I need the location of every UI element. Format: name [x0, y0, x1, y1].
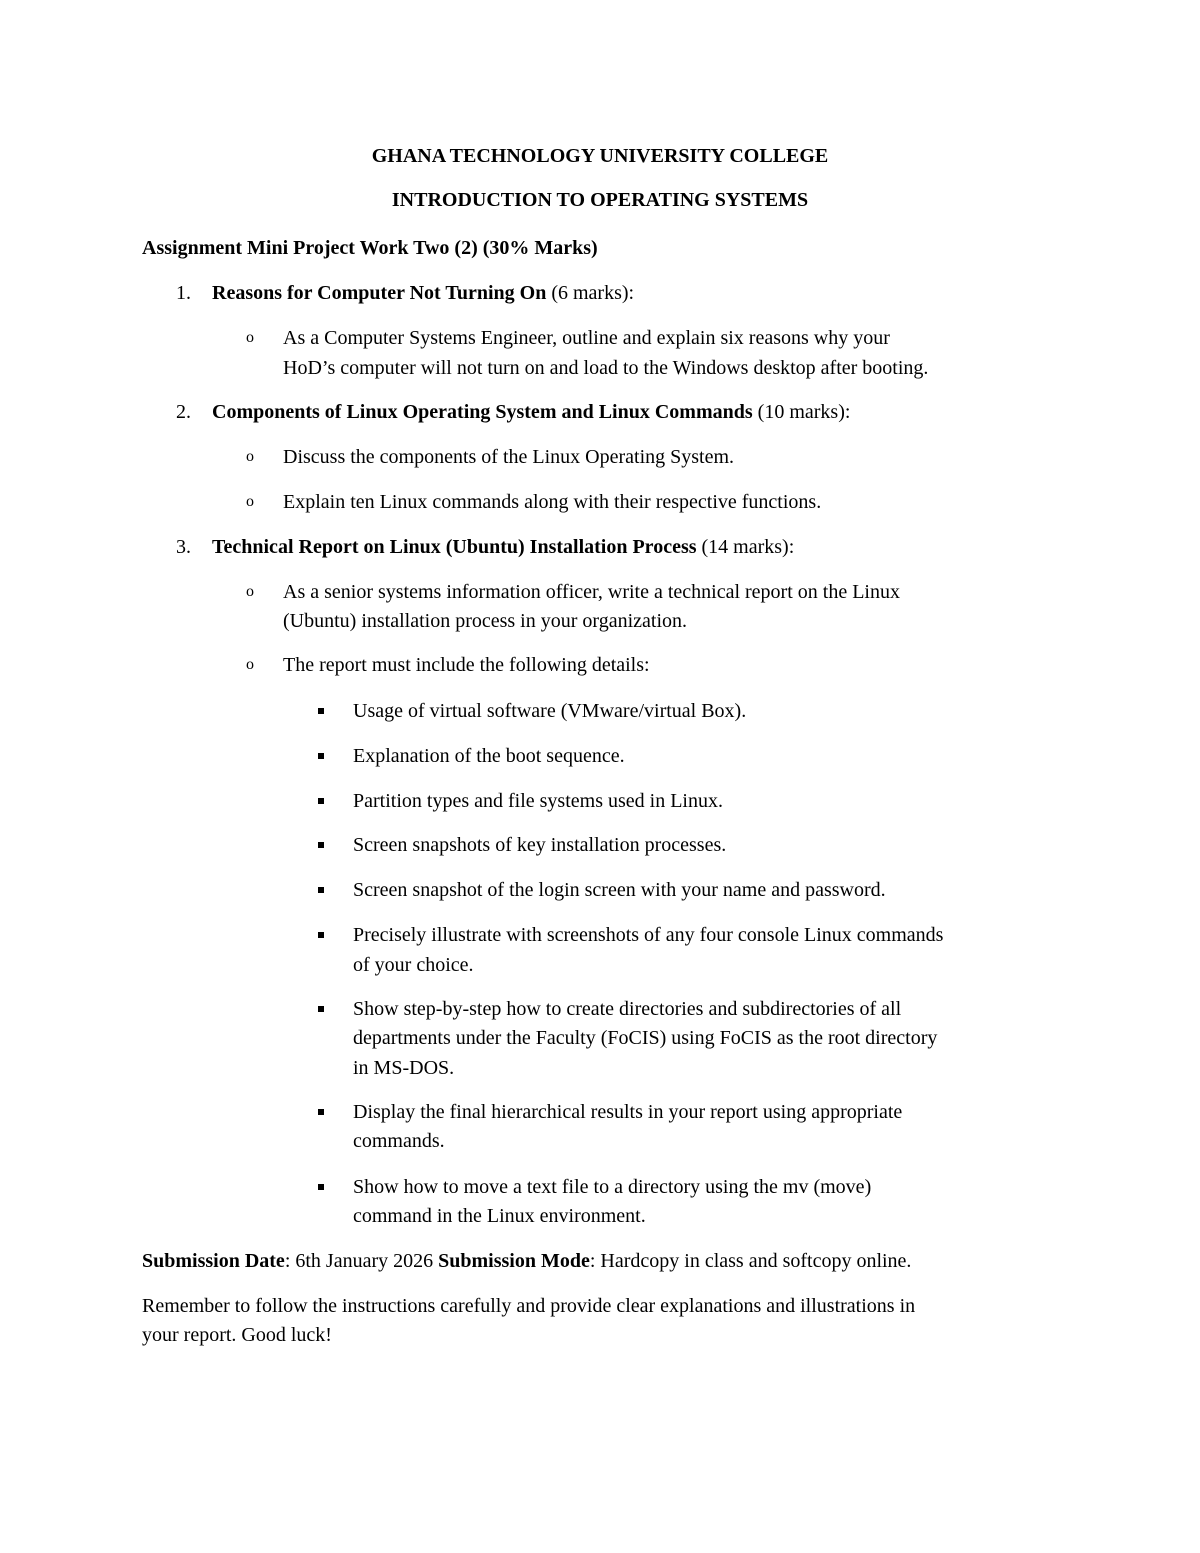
section-number: 2.	[176, 401, 191, 423]
item-text: The report must include the following details:	[283, 654, 650, 676]
sub-item-text: Screen snapshots of key installation processes.	[353, 834, 727, 856]
square-bullet-icon	[318, 842, 324, 848]
sub-item-text: departments under the Faculty (FoCIS) using FoCIS as the root directory	[353, 1027, 938, 1049]
sub-item-text: in MS-DOS.	[353, 1057, 455, 1079]
square-bullet-icon	[318, 753, 324, 759]
circle-bullet-icon: o	[246, 448, 254, 465]
item-text: Discuss the components of the Linux Operating System.	[283, 446, 735, 468]
sub-item-text: Show how to move a text file to a directory using the mv (move)	[353, 1176, 872, 1198]
square-bullet-icon	[318, 1184, 324, 1190]
sub-item-text: command in the Linux environment.	[353, 1205, 646, 1227]
submission-date-value: : 6th January 2026	[284, 1250, 439, 1272]
circle-bullet-icon: o	[246, 583, 254, 600]
section-title-line: Reasons for Computer Not Turning On (6 marks):	[212, 282, 635, 304]
submission-date-label: Submission Date	[142, 1250, 285, 1272]
square-bullet-icon	[318, 1006, 324, 1012]
section-number: 3.	[176, 536, 191, 558]
course-heading: INTRODUCTION TO OPERATING SYSTEMS	[391, 189, 809, 211]
item-text: As a senior systems information officer, write a technical report on the Linux	[283, 581, 900, 603]
section-number: 1.	[176, 282, 191, 304]
item-text: HoD’s computer will not turn on and load to the Windows desktop after booting.	[283, 357, 929, 379]
submission-line	[142, 1248, 911, 1274]
section-title-line: Technical Report on Linux (Ubuntu) Installation Process (14 marks):	[212, 536, 795, 558]
circle-bullet-icon: o	[246, 329, 254, 346]
square-bullet-icon	[318, 1109, 324, 1115]
item-text: Explain ten Linux commands along with their respective functions.	[283, 491, 822, 513]
item-text: (Ubuntu) installation process in your organization.	[283, 610, 687, 632]
sub-item-text: Usage of virtual software (VMware/virtual Box).	[353, 700, 747, 722]
item-text: As a Computer Systems Engineer, outline and explain six reasons why your	[283, 327, 890, 349]
circle-bullet-icon: o	[246, 656, 254, 673]
institution-heading: GHANA TECHNOLOGY UNIVERSITY COLLEGE	[371, 145, 829, 167]
sub-item-text: Explanation of the boot sequence.	[353, 745, 625, 767]
submission-mode-label: Submission Mode	[438, 1250, 590, 1272]
square-bullet-icon	[318, 708, 324, 714]
square-bullet-icon	[318, 932, 324, 938]
assignment-title: Assignment Mini Project Work Two (2) (30% Marks)	[142, 237, 598, 259]
sub-item-text: Precisely illustrate with screenshots of any four console Linux commands	[353, 924, 944, 946]
circle-bullet-icon: o	[246, 493, 254, 510]
sub-item-text: Partition types and file systems used in Linux.	[353, 790, 723, 812]
square-bullet-icon	[318, 887, 324, 893]
sub-item-text: Show step-by-step how to create directories and subdirectories of all	[353, 998, 902, 1020]
section-title-line: Components of Linux Operating System and Linux Commands (10 marks):	[212, 401, 851, 423]
square-bullet-icon	[318, 798, 324, 804]
closing-line-2: your report. Good luck!	[142, 1324, 332, 1346]
sub-item-text: commands.	[353, 1130, 445, 1152]
sub-item-text: Screen snapshot of the login screen with your name and password.	[353, 879, 886, 901]
sub-item-text: Display the final hierarchical results in your report using appropriate	[353, 1101, 903, 1123]
closing-line-1: Remember to follow the instructions carefully and provide clear explanations and illustrations in	[142, 1295, 916, 1317]
sub-item-text: of your choice.	[353, 954, 474, 976]
submission-mode-value: : Hardcopy in class and softcopy online.	[589, 1250, 912, 1272]
